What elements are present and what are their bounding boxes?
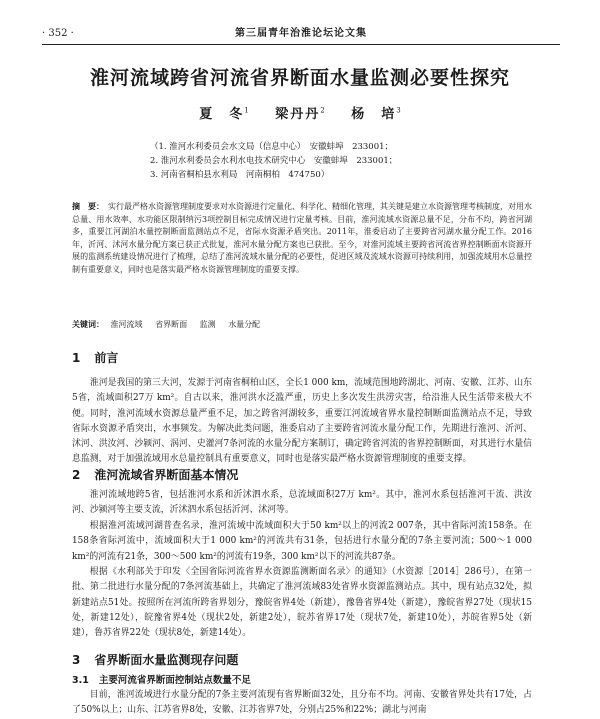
keyword: 监测 [199, 320, 216, 329]
author-list [0, 103, 600, 122]
keyword: 淮河流域 [110, 320, 143, 329]
paragraph: 根据淮河流域河湖普查名录，淮河流域中流域面积大于50 km²以上的河流2 007条，其中省际河流158条。在158条省际河流中，流域面积大于1 000 km²的河流共有31条，包括进行水量分配的7条主要河流；500～1 000 km²的河流有21条，300～500 km²的河流有19条，300 km²以下的河流共87条。 [72, 521, 532, 562]
affiliation-line: 3. 河南省桐柏县水利局 河南桐柏 474750） [150, 170, 330, 180]
header-rule [42, 44, 560, 45]
section-heading: 1 前言 [72, 351, 119, 365]
author: 杨 培$^3$ [351, 106, 401, 122]
affiliation-line: 2. 淮河水利委员会水利水电技术研究中心 安徽蚌埠 233001； [150, 156, 398, 166]
keyword: 水量分配 [228, 320, 261, 329]
abstract-label: 摘 要： [72, 201, 104, 211]
abstract-text: 实行最严格水资源管理制度要求对水资源进行定量化、科学化、精细化管理，其关键是建立水资源管理考核制度，对用水总量、用水效率、水功能区限制纳污3项控制目标完成情况进行定量考核。目前，淮河流域水资源总量不足，分布不均，跨省河湖多，重要江河湖泊水量控制断面监测站点不足，省际水资源矛盾突出。2011年，淮委启动了主要跨省河湖水量分配工作。2016年，沂河、沭河水量分配方案已获正式批复，淮河水量分配方案也已获批。至今，对淮河流域主要跨省河流省界控制断面水资源开展的监测系统建设情况进行了梳理，总结了淮河流域水量分配的必要性，促进区域及流域水资源可持续利用，加强流域用水总量控制有重要意义，同时也是落实最严格水资源管理制度的重要支撑。 [72, 202, 532, 274]
running-header [42, 26, 560, 42]
subsection-heading: 3.1 主要河流省界断面控制站点数量不足 [72, 675, 251, 686]
page-number: · 352 · [42, 28, 74, 39]
paragraph: 淮河是我国的第三大河，发源于河南省桐柏山区，全长1 000 km，流域范围地跨湖北、河南、安徽、江苏、山东5省，流域面积27万 km²。自古以来，淮河洪水泛滥严重，历史上多次发生洪涝灾害，给沿淮人民生活带来极大不便。同时，淮河流域水资源总量严重不足，加之跨省河湖较多，重要江河流域省界水量控制断面监测站点不足，导致省际水资源矛盾突出，水事频发。为解决此类问题，淮委启动了主要跨省河流水量分配工作，先期进行淮河、沂河、沭河、洪汝河、沙颍河、涡河、史灌河7条河流的水量分配方案制订，确定跨省河流的省界控制断面，对其进行水量信息监测，对于加强流域用水总量控制具有重要意义，同时也是落实最严格水资源管理制度的重要支撑。 [72, 378, 532, 465]
journal-name: 第三届青年治淮论坛论文集 [235, 28, 367, 39]
section-heading: 3 省界断面水量监测现存问题 [72, 653, 239, 667]
affiliation-line: （1. 淮河水利委员会水文局（信息中心） 安徽蚌埠 233001； [150, 142, 394, 152]
author: 梁丹丹$^2$ [275, 106, 325, 122]
keyword: 省界断面 [155, 320, 188, 329]
section-heading: 2 淮河流域省界断面基本情况 [72, 468, 239, 482]
paper-title: 淮河流域跨省河流省界断面水量监测必要性探究 [89, 67, 510, 89]
paragraph: 目前，淮河流域进行水量分配的7条主要河流现有省界断面32处，且分布不均。河南、安徽省界处共有17处，占了50%以上；山东、江苏省界8处，安徽、江苏省界7处，分别占25%和22%；湖北与河南 [72, 690, 532, 716]
paragraph: 根据《水利部关于印发〈全国省际河流省界水资源监测断面名录〉的通知》（水资源［2014］286号），在第一批、第二批进行水量分配的7条河流基础上，共确定了淮河流域83处省界水资源监测站点。其中，现有站点32处，拟新建站点51处。按照所在河流所跨省界划分，豫皖省界4处（新建），豫鲁省界4处（新建），豫皖省界27处（现状15处，新建12处），皖豫省界4处（现状2处，新建2处），皖苏省界17处（现状7处，新建10处），苏皖省界5处（新建），鲁苏省界22处（现状8处，新建14处）。 [72, 567, 532, 639]
keywords [72, 318, 532, 331]
paragraph: 淮河流域地跨5省，包括淮河水系和沂沭泗水系，总流域面积27万 km²。其中，淮河水系包括淮河干流、洪汝河、沙颍河等主要支流，沂沭泗水系包括沂河、沭河等。 [72, 490, 532, 516]
abstract [72, 200, 532, 276]
affiliations [150, 140, 470, 182]
author: 夏 冬$^1$ [199, 106, 249, 122]
keywords-label: 关键词： [72, 319, 104, 329]
